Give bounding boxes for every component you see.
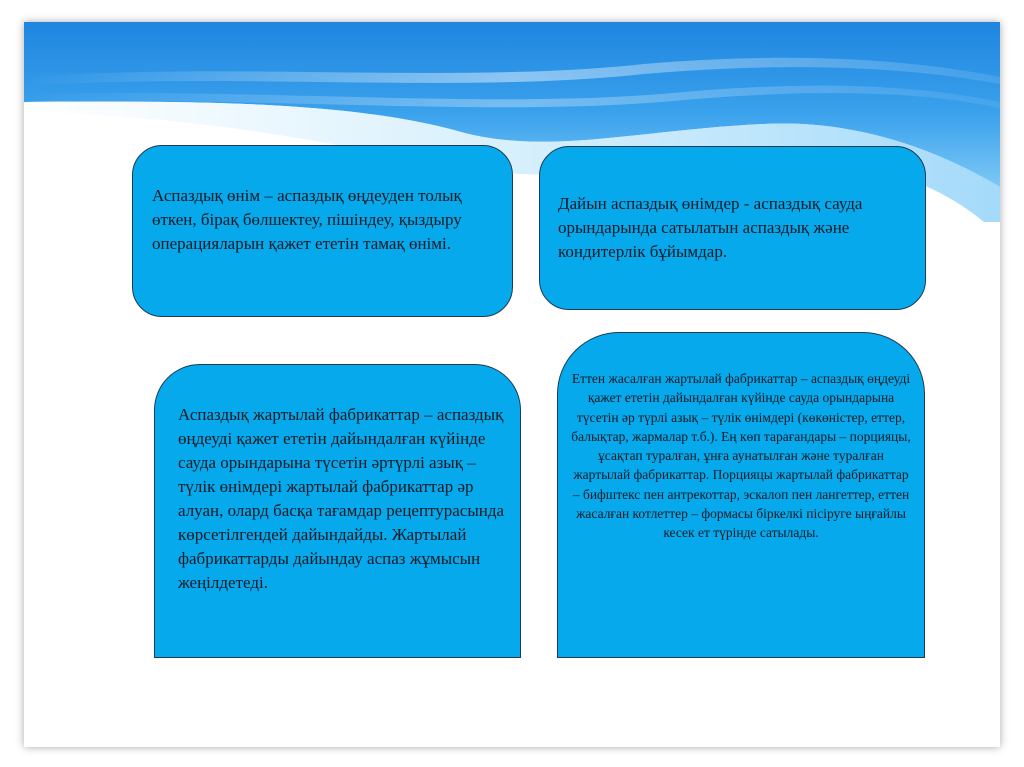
definition-card-culinary-product xyxy=(132,145,513,317)
card-text: Еттен жасалған жартылай фабрикаттар – аспаздық өңдеуді қажет ететін дайындалған күйінде сауда орындарына түсетін әр түрлі азық – түлік өнімдері (көкөністер, еттер, балықтар, жармалар т.б.). Ең көп тарағандары – порцияцы, ұсақтап туралған, ұнға аунатылған және туралған жартылай фабрикаттар. Порцияцы жартылай фабрикаттар – бифштекс пен антрекоттар, эскалоп пен лангеттер, еттен жасалған котлеттер – формасы біркелкі пісіруге ыңғайлы кесек ет түрінде сатылады. xyxy=(571,371,911,541)
definition-card-ready-products xyxy=(539,146,926,310)
card-text: Аспаздық өнім – аспаздық өңдеуден толық өткен, бірақ бөлшектеу, пішіндеу, қыздыру операцияларын қажет ететін тамақ өнімі. xyxy=(152,186,462,253)
definition-card-meat-semi-finished-products xyxy=(557,332,925,658)
card-text: Аспаздық жартылай фабрикаттар – аспаздық өңдеуді қажет ететін дайындалған күйінде сауда орындарына түсетін әртүрлі азық – түлік өнімдері жартылай фабрикаттар әр алуан, олард басқа тағамдар рецептурасында көрсетілгендей дайындайды. Жартылай фабрикаттарды дайындау аспаз жұмысын жеңілдетеді. xyxy=(178,405,505,592)
slide xyxy=(24,22,1000,747)
definition-card-semi-finished-products xyxy=(154,364,521,658)
card-text: Дайын аспаздық өнімдер - аспаздық сауда орындарында сатылатын аспаздық және кондитерлік бұйымдар. xyxy=(558,194,863,261)
